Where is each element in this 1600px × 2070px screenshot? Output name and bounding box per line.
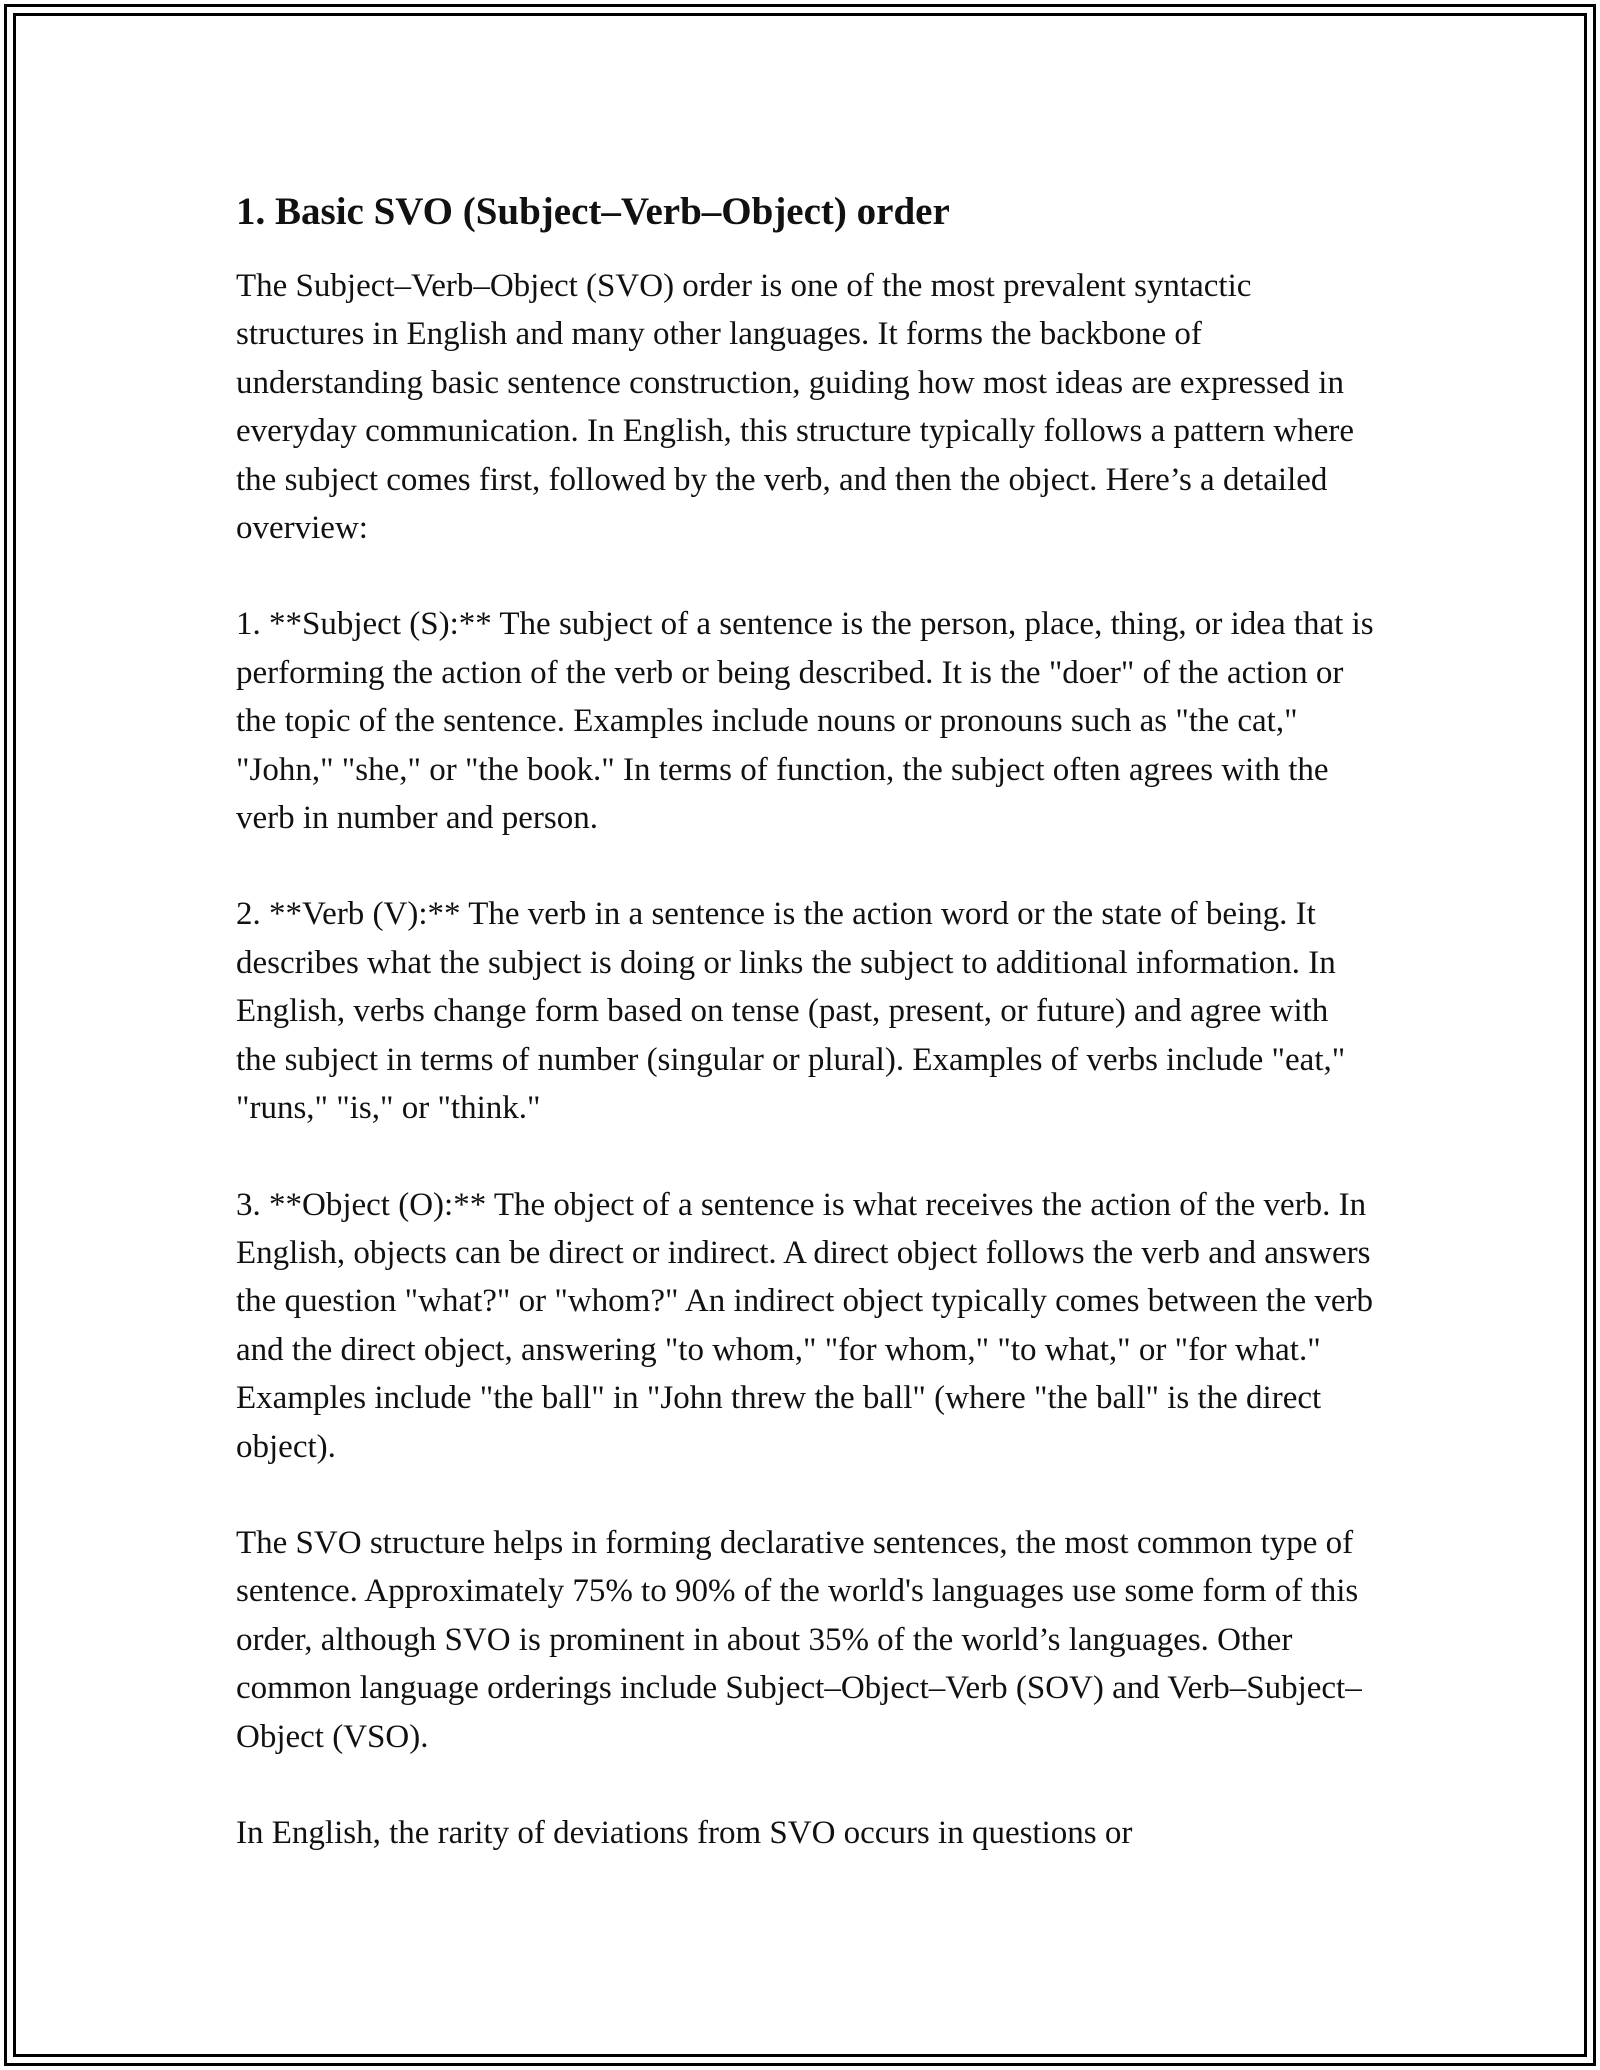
deviations-paragraph: In English, the rarity of deviations from SVO occurs in questions or <box>236 1814 1133 1851</box>
intro-paragraph: The Subject–Verb–Object (SVO) order is one of the most prevalent syntactic structures in English and many other languages. It forms the backbone of understanding basic sentence construction, guiding how most ideas are expressed in everyday communication. In English, this structure typically follows a pattern where the subject comes first, followed by the verb, and then the object. Here’s a detailed overview: <box>236 268 1355 547</box>
svo-prevalence-paragraph: The SVO structure helps in forming declarative sentences, the most common type of sentence. Approximately 75% to 90% of the world's languages use some form of this order, although SVO is prominent in about 35% of the world’s languages. Other common language orderings include Subject–Object–Verb (SOV) and Verb–Subject–Object (VSO). <box>236 1524 1362 1755</box>
object-paragraph: 3. **Object (O):** The object of a sentence is what receives the action of the verb. In English, objects can be direct or indirect. A direct object follows the verb and answers the question "what?" or "whom?" An indirect object typically comes between the verb and the direct object, answering "to whom," "for whom," "to what," or "for what." Examples include "the ball" in "John threw the ball" (where "the ball" is the direct object). <box>236 1186 1374 1465</box>
section-heading: 1. Basic SVO (Subject–Verb–Object) order <box>236 190 950 233</box>
document-body <box>236 186 1376 1857</box>
subject-paragraph: 1. **Subject (S):** The subject of a sentence is the person, place, thing, or idea that is performing the action of the verb or being described. It is the "doer" of the action or the topic of the sentence. Examples include nouns or pronouns such as "the cat," "John," "she," or "the book." In terms of function, the subject often agrees with the verb in number and person. <box>236 606 1374 837</box>
verb-paragraph: 2. **Verb (V):** The verb in a sentence is the action word or the state of being. It describes what the subject is doing or links the subject to additional information. In English, verbs change form based on tense (past, present, or future) and agree with the subject in terms of number (singular or plural). Examples of verbs include "eat," "runs," "is," or "think." <box>236 896 1346 1127</box>
